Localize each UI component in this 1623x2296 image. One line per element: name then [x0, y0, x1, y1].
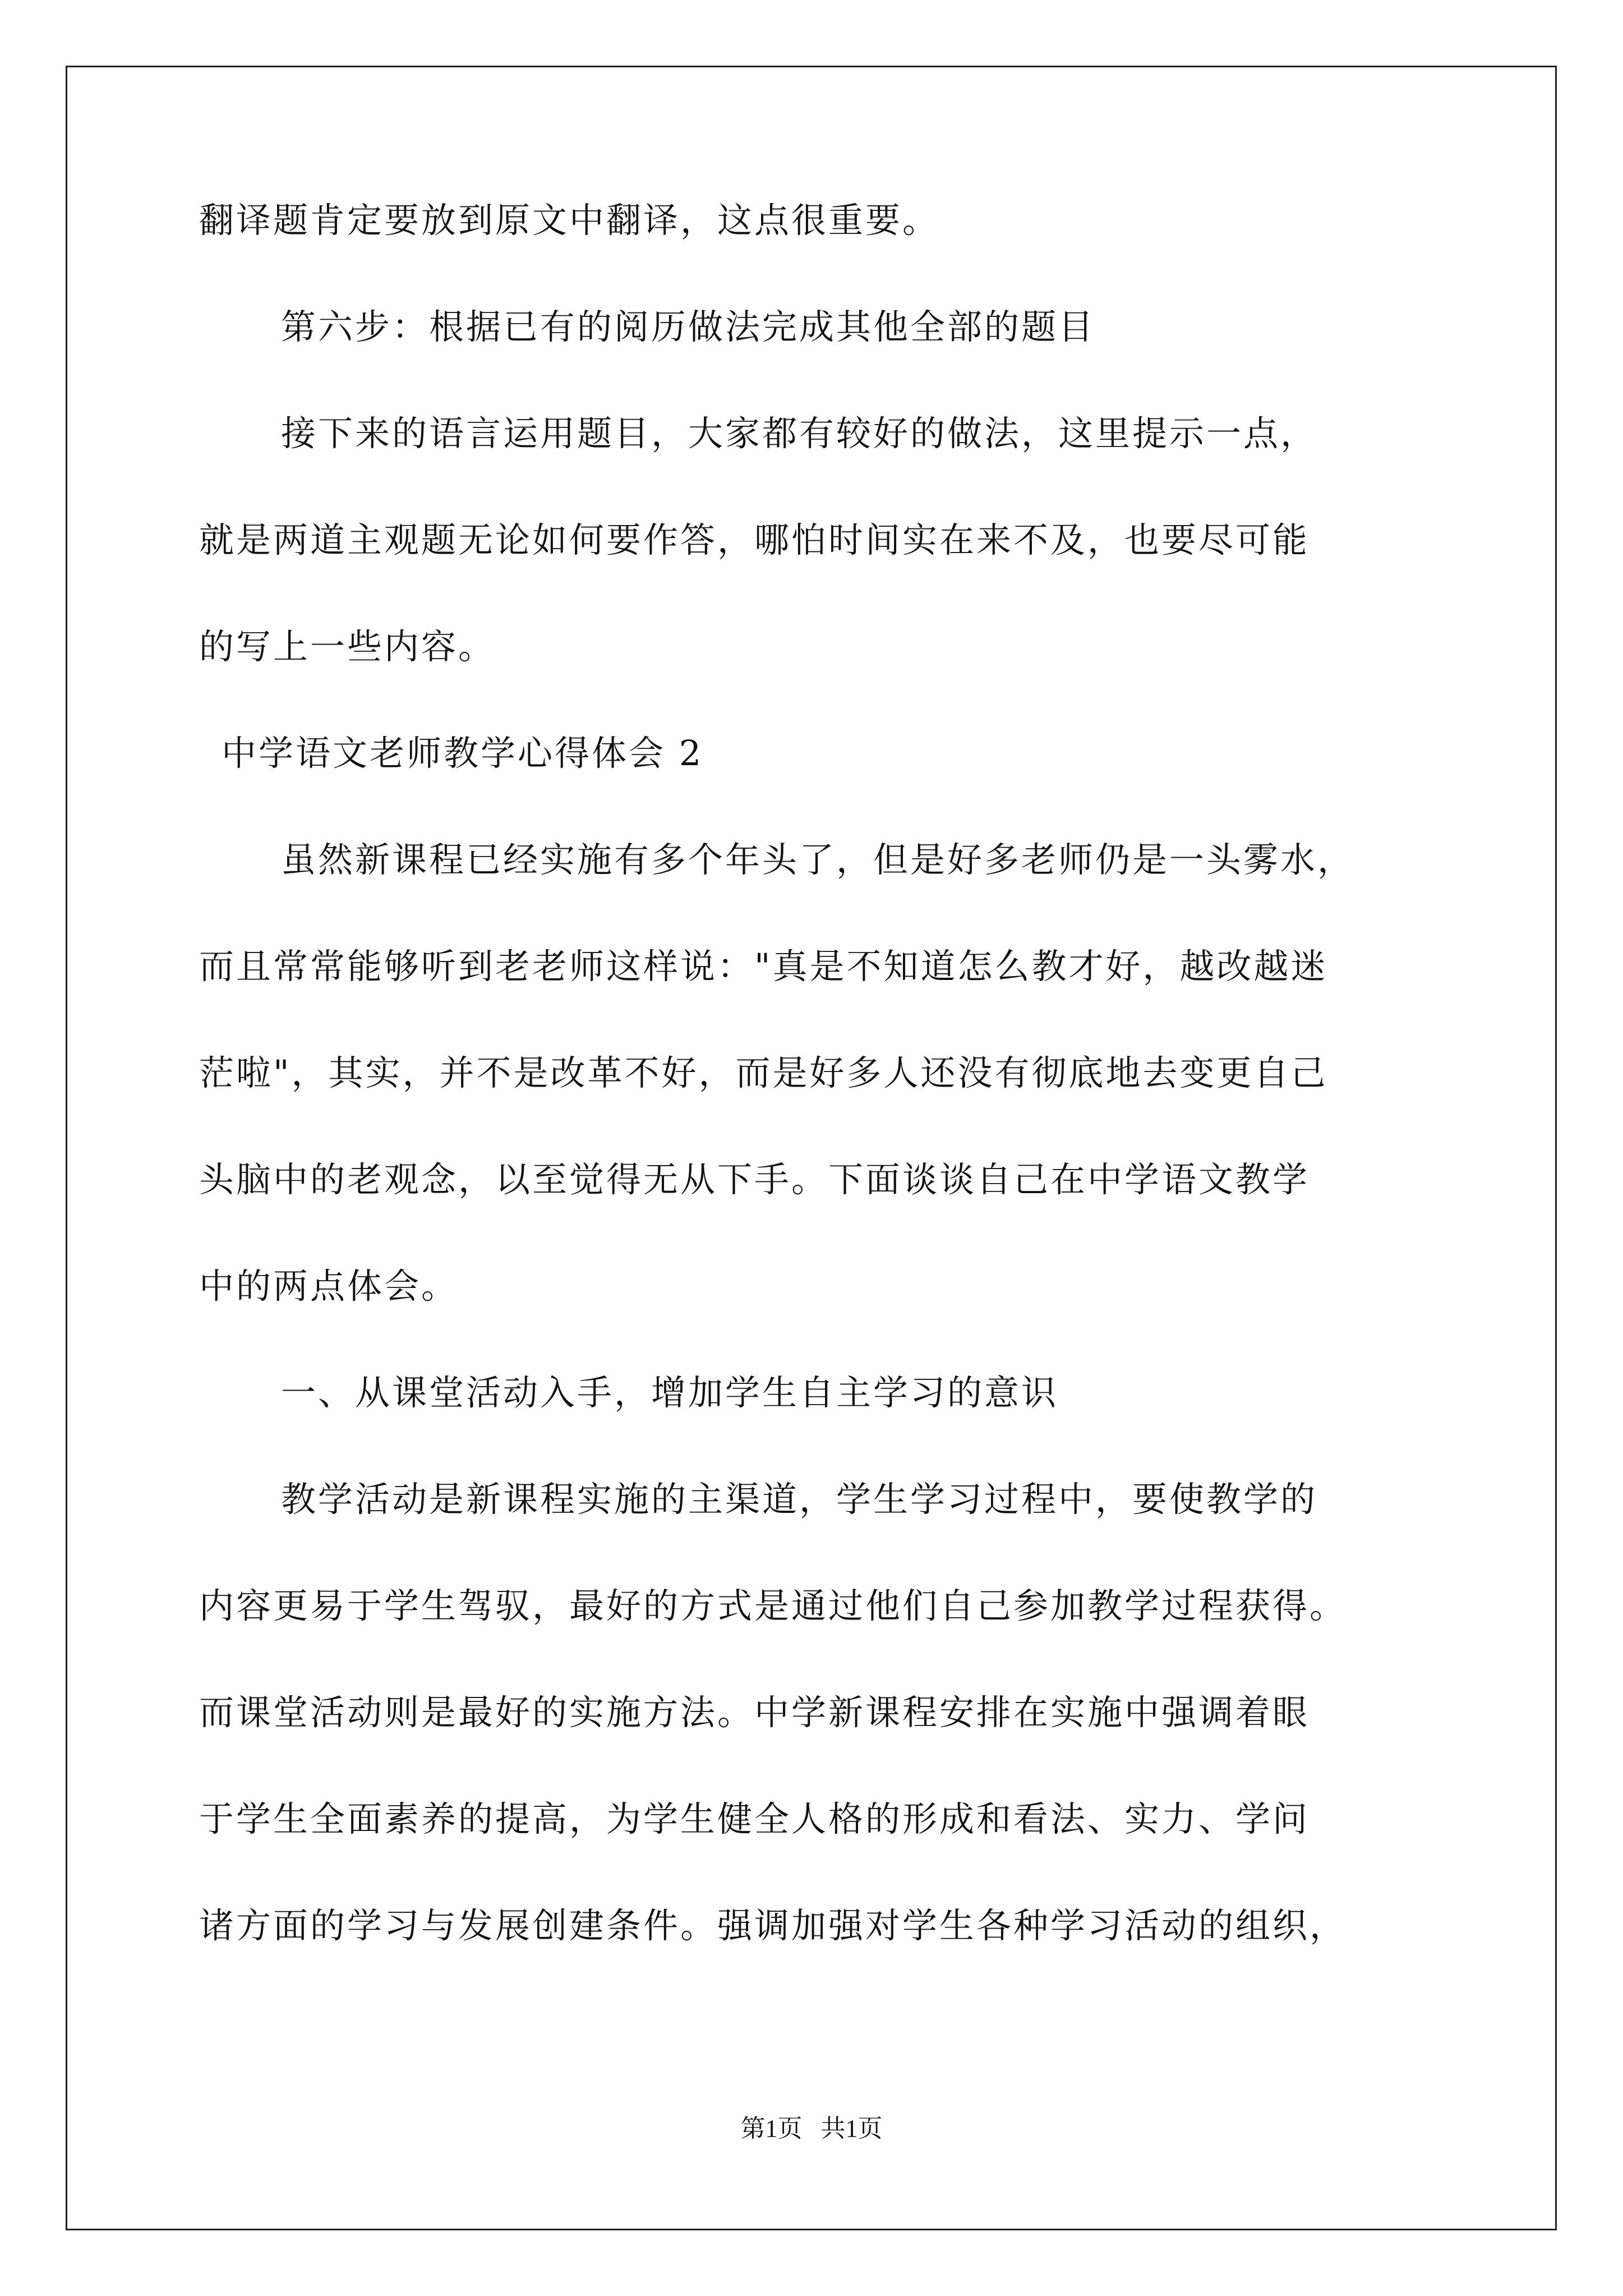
paragraph-line: 就是两道主观题无论如何要作答，哪怕时间实在来不及，也要尽可能	[199, 519, 1310, 560]
paragraph-line: 虽然新课程已经实施有多个年头了，但是好多老师仍是一头雾水，	[281, 839, 1355, 880]
paragraph-line: 茫啦"，其实，并不是改革不好，而是好多人还没有彻底地去变更自己	[199, 1052, 1328, 1093]
paragraph-line: 诸方面的学习与发展创建条件。强调加强对学生各种学习活动的组织，	[199, 1905, 1347, 1946]
section-heading: 中学语文老师教学心得体会 2	[222, 733, 704, 774]
paragraph-line: 一、从课堂活动入手，增加学生自主学习的意识	[281, 1372, 1059, 1413]
paragraph-line: 的写上一些内容。	[199, 626, 496, 667]
paragraph-line: 第六步：根据已有的阅历做法完成其他全部的题目	[281, 306, 1096, 347]
document-body	[199, 202, 1438, 2014]
paragraph-line: 教学活动是新课程实施的主渠道，学生学习过程中，要使教学的	[281, 1479, 1318, 1520]
paragraph-line: 接下来的语言运用题目，大家都有较好的做法，这里提示一点，	[281, 413, 1318, 454]
paragraph-line: 头脑中的老观念，以至觉得无从下手。下面谈谈自己在中学语文教学	[199, 1159, 1310, 1200]
paragraph-line: 中的两点体会。	[199, 1266, 459, 1306]
paragraph-line: 而且常常能够听到老老师这样说："真是不知道怎么教才好，越改越迷	[199, 946, 1328, 987]
page-footer: 第1页 共1页	[740, 2115, 883, 2142]
paragraph-line: 翻译题肯定要放到原文中翻译，这点很重要。	[199, 200, 940, 241]
paragraph-line: 而课堂活动则是最好的实施方法。中学新课程安排在实施中强调着眼	[199, 1692, 1310, 1733]
paragraph-line: 于学生全面素养的提高，为学生健全人格的形成和看法、实力、学问	[199, 1798, 1310, 1839]
paragraph-line: 内容更易于学生驾驭，最好的方式是通过他们自己参加教学过程获得。	[199, 1585, 1347, 1626]
